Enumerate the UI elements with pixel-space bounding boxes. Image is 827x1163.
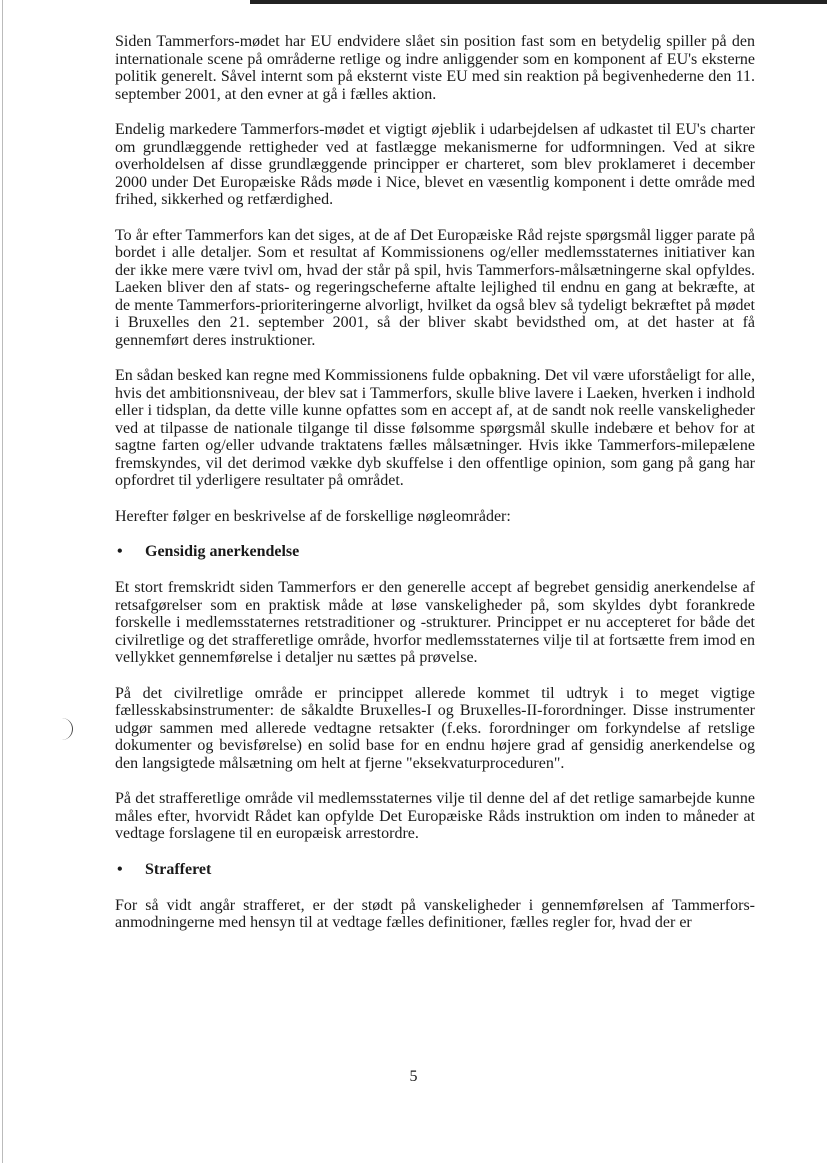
paragraph-8: På det strafferetlige område vil medlemsstaternes vilje til denne del af det retlige samarbejde kunne måles efter, hvorvidt Rådet kan opfylde Det Europæiske Råds instruktion om inden to måneder at vedtage forslagene til en europæisk arrestordre.: [115, 790, 755, 842]
paragraph-2: Endelig markedere Tammerfors-mødet et vigtigt øjeblik i udarbejdelsen af udkastet til EU's charter om grundlæggende rettigheder ved at fastlægge mekanismerne for udformningen. Ved at sikre overholdelsen af disse grundlæggende principper er charteret, som blev proklameret i december 2000 under Det Europæiske Råds møde i Nice, blevet en væsentlig komponent i dette område med frihed, sikkerhed og retfærdighed.: [115, 121, 755, 208]
paragraph-6: Et stort fremskridt siden Tammerfors er den generelle accept af begrebet gensidig anerkendelse af retsafgørelser som en praktisk måde at løse vanskeligheder på, som skyldes dybt forankrede forskelle i medlemsstaternes retstraditioner og -strukturer. Princippet er nu accepteret for både det civilretlige og det strafferetlige område, hvorfor medlemsstaternes vilje til at fortsætte frem imod en vellykket gennemførelse i detaljer nu sættes på prøvelse.: [115, 579, 755, 666]
paragraph-3: To år efter Tammerfors kan det siges, at de af Det Europæiske Råd rejste spørgsmål ligger parate på bordet i alle detaljer. Som et resultat af Kommissionens og/eller medlemsstaternes initiativer kan der ikke mere være tvivl om, hvad der står på spil, hvis Tammerfors-målsætningerne skal opfyldes. Laeken bliver den af stats- og regeringscheferne aftalte lejlighed til endnu en gang at bekræfte, at de mente Tammerfors-prioriteringerne alvorligt, hvilket da også blev så tydeligt bekræftet på mødet i Bruxelles den 21. september 2001, så der bliver skabt bevidsthed om, at det haster at få gennemført deres instruktioner.: [115, 226, 755, 349]
scan-left-edge: [2, 0, 3, 1163]
margin-bracket-mark: [60, 718, 73, 740]
section-heading-criminal-law: [115, 861, 755, 879]
section-heading-mutual-recognition: [115, 543, 755, 561]
paragraph-4: En sådan besked kan regne med Kommissionens fulde opbakning. Det vil være uforståeligt for alle, hvis det ambitionsniveau, der blev sat i Tammerfors, skulle blive lavere i Laeken, hverken i indhold eller i tidsplan, da dette ville kunne opfattes som en accept af, at de sandt nok reelle vanskeligheder ved at tilpasse de nationale tilgange til disse følsomme spørgsmål skulle indebære et behov for at sagtne farten og/eller udvande traktatens fælles målsætninger. Hvis ikke Tammerfors-milepælene fremskyndes, vil det derimod vække dyb skuffelse i den offentlige opinion, som gang på gang har opfordret til yderligere resultater på området.: [115, 367, 755, 489]
paragraph-5: Herefter følger en beskrivelse af de forskellige nøgleområder:: [115, 507, 511, 525]
heading-text: Strafferet: [145, 860, 212, 878]
paragraph-9: For så vidt angår strafferet, er der stødt på vanskeligheder i gennemførelsen af Tammerfors-anmodningerne med hensyn til at vedtage fælles definitioner, fælles regler for, hvad der er: [115, 896, 755, 931]
bullet-icon: •: [117, 543, 123, 560]
bullet-icon: •: [117, 860, 123, 878]
paragraph-1: Siden Tammerfors-mødet har EU endvidere slået sin position fast som en betydelig spiller på den internationale scene på områderne retlige og indre anliggender som en komponent af EU's eksterne politik generelt. Såvel internt som på eksternt viste EU med sin reaktion på begivenhederne den 11. september 2001, at den evner at gå i fælles aktion.: [115, 33, 755, 103]
page-number: 5: [409, 1068, 418, 1085]
top-border-rule: [250, 0, 827, 4]
document-page: [115, 33, 755, 950]
heading-text: Gensidig anerkendelse: [145, 543, 300, 560]
paragraph-7: På det civilretlige område er princippet allerede kommet til udtryk i to meget vigtige fællesskabsinstrumenter: de såkaldte Bruxelles-I og Bruxelles-II-forordninger. Disse instrumenter udgør sammen med allerede vedtagne retsakter (f.eks. forordninger om forkyndelse af retslige dokumenter og bevisførelse) en solid base for en endnu højere grad af gensidig anerkendelse og den langsigtede målsætning om helt at fjerne "eksekvaturproceduren".: [115, 684, 755, 772]
